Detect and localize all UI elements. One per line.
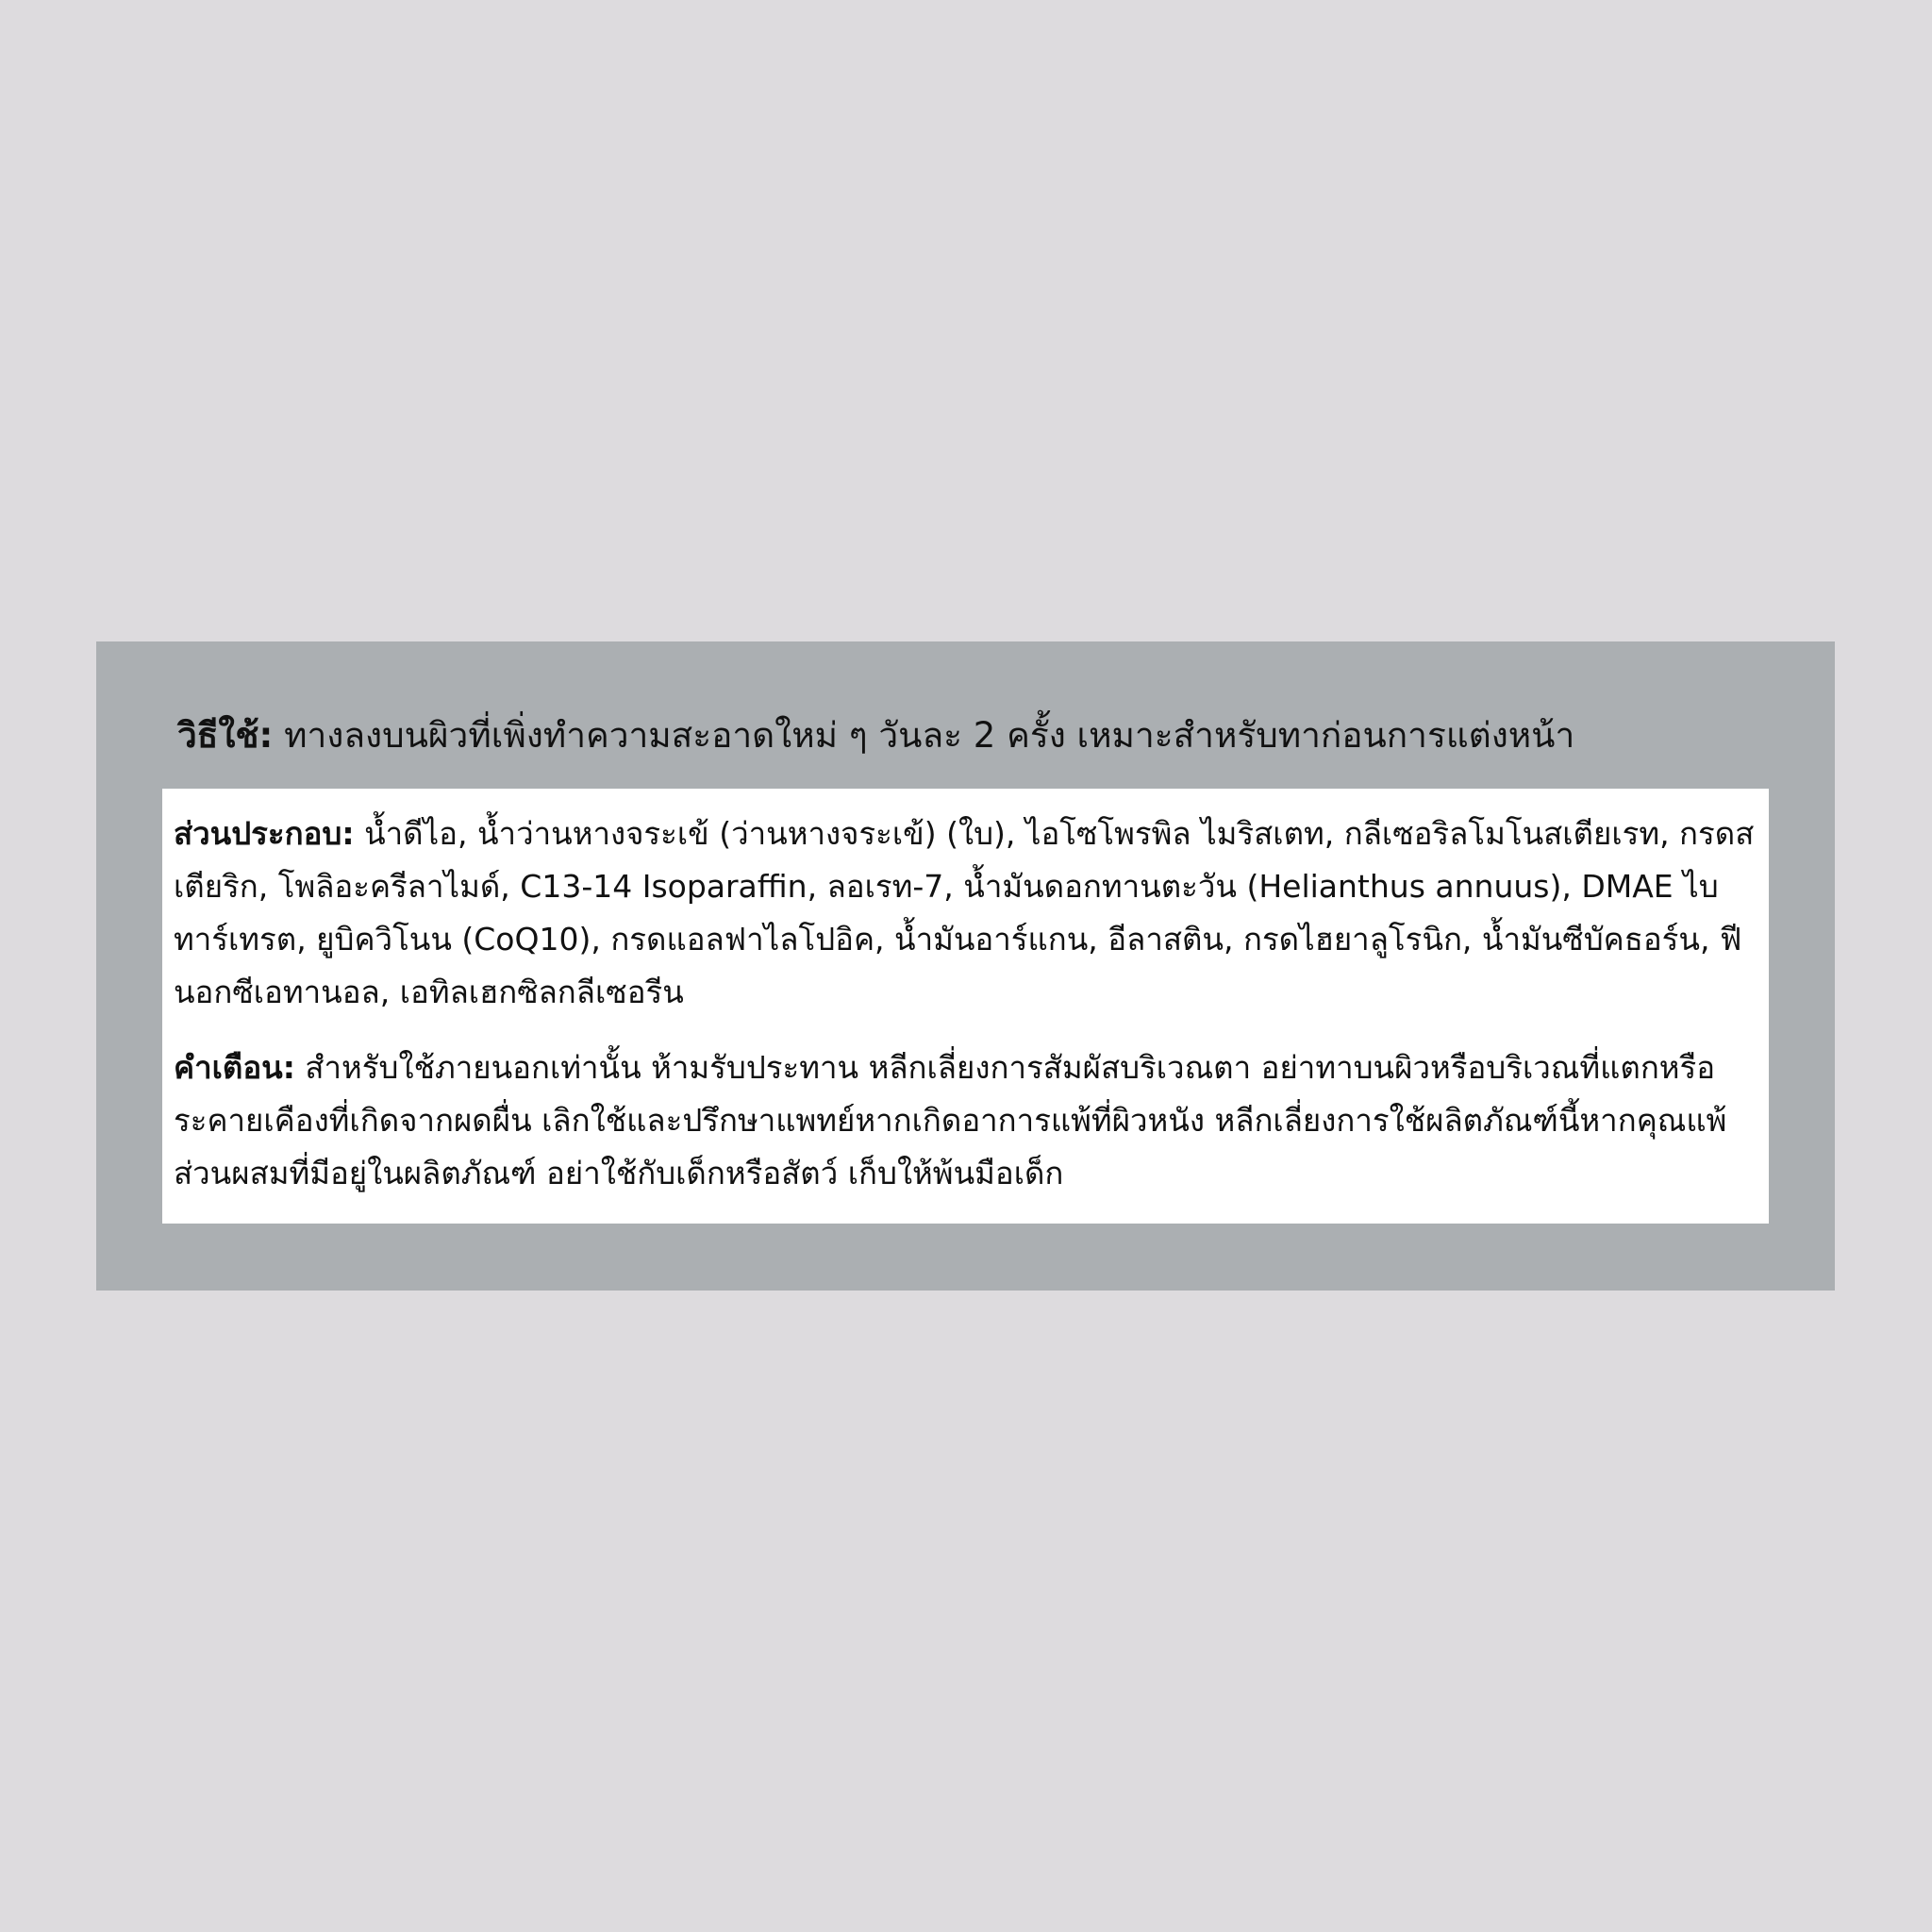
usage-instructions (177, 708, 1781, 764)
usage-text: ทางลงบนผิวที่เพิ่งทำความสะอาดใหม่ ๆ วันละ 2 ครั้ง เหมาะสำหรับทาก่อนการแต่งหน้า (273, 715, 1575, 756)
warning-label: คำเตือน: (174, 1049, 295, 1086)
ingredients-text: น้ำดีไอ, น้ำว่านหางจระเข้ (ว่านหางจระเข้) (ใบ), ไอโซโพรพิล ไมริสเตท, กลีเซอริลโมโนสเตียเรท, กรดสเตียริก, โพลิอะครีลาไมด์, C13-14 Isoparaffin, ลอเรท-7, น้ำมันดอกทานตะวัน (Helianthus annuus), DMAE ไบทาร์เทรต, ยูบิควิโนน (CoQ10), กรดแอลฟาไลโปอิค, น้ำมันอาร์แกน, อีลาสติน, กรดไฮยาลูโรนิก, น้ำมันซีบัคธอร์น, ฟีนอกซีเอทานอล, เอทิลเฮกซิลกลีเซอรีน (174, 815, 1755, 1010)
ingredients-label: ส่วนประกอบ: (174, 815, 355, 852)
warning-paragraph (174, 1041, 1757, 1200)
warning-text: สำหรับใช้ภายนอกเท่านั้น ห้ามรับประทาน หลีกเลี่ยงการสัมผัสบริเวณตา อย่าทาบนผิวหรือบริเวณที่แตกหรือระคายเคืองที่เกิดจากผดผื่น เลิกใช้และปรึกษาแพทย์หากเกิดอาการแพ้ที่ผิวหนัง หลีกเลี่ยงการใช้ผลิตภัณฑ์นี้หากคุณแพ้ส่วนผสมที่มีอยู่ในผลิตภัณฑ์ อย่าใช้กับเด็กหรือสัตว์ เก็บให้พ้นมือเด็ก (174, 1049, 1727, 1191)
info-card (162, 789, 1769, 1224)
product-info-panel (96, 641, 1835, 1291)
ingredients-paragraph (174, 808, 1757, 1019)
usage-label: วิธีใช้: (177, 715, 274, 756)
